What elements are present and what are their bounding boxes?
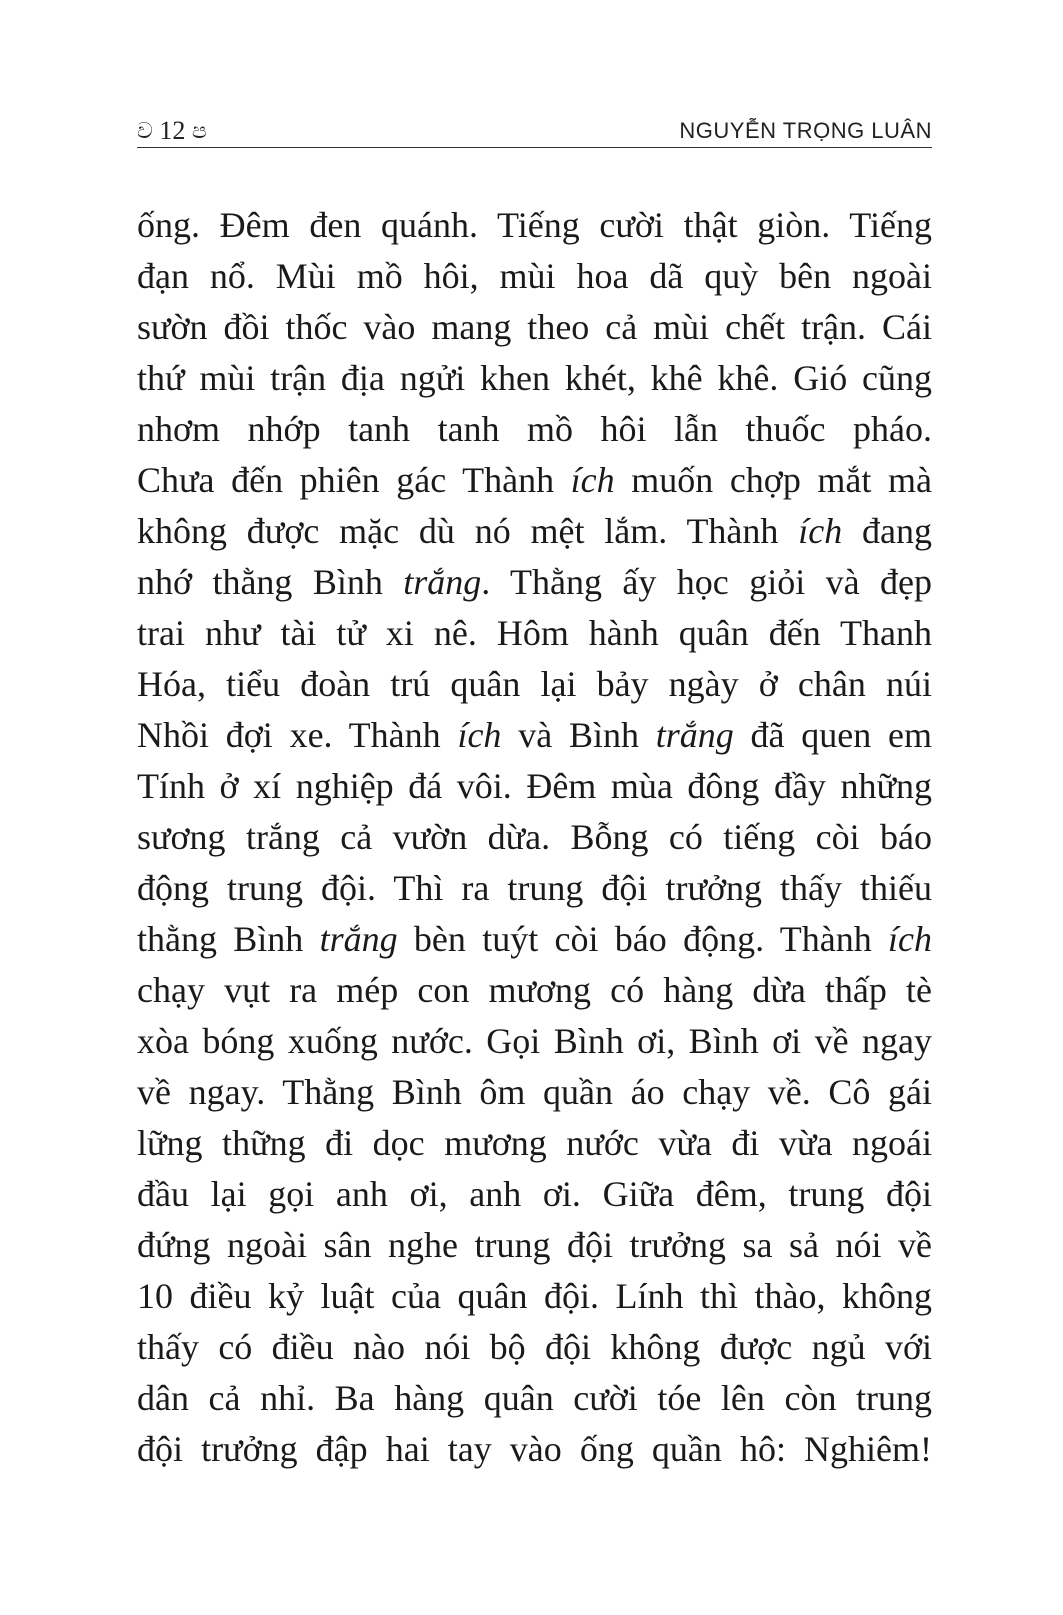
text-line [137, 251, 932, 302]
page-header [137, 112, 932, 148]
author-running-head: NGUYỄN TRỌNG LUÂN [679, 118, 932, 143]
text-segment: thằng Bình [137, 919, 320, 959]
text-segment: trai như tài tử xi nê. Hôm hành quân đến Thanh [137, 613, 932, 653]
text-line [137, 557, 932, 608]
text-line [137, 1373, 932, 1424]
italic-text: ích [457, 715, 502, 755]
text-segment: dân cả nhỉ. Ba hàng quân cười tóe lên còn trung [137, 1378, 932, 1418]
text-line [137, 761, 932, 812]
text-segment: Tính ở xí nghiệp đá vôi. Đêm mùa đông đầy những [137, 766, 932, 806]
text-segment: sườn đồi thốc vào mang theo cả mùi chết trận. Cái [137, 307, 932, 347]
text-segment: thứ mùi trận địa ngửi khen khét, khê khê. Gió cũng [137, 358, 932, 398]
text-segment: về ngay. Thằng Bình ôm quần áo chạy về. Cô gái [137, 1072, 932, 1112]
italic-text: trắng [403, 562, 482, 602]
text-segment: động trung đội. Thì ra trung đội trưởng thấy thiếu [137, 868, 932, 908]
text-segment: đang [842, 511, 932, 551]
text-line [137, 1220, 932, 1271]
text-line [137, 1067, 932, 1118]
text-line [137, 659, 932, 710]
text-segment: đã quen em [733, 715, 933, 755]
italic-text: trắng [655, 715, 734, 755]
text-segment: chạy vụt ra mép con mương có hàng dừa thấp tè [137, 970, 932, 1010]
text-segment: bèn tuýt còi báo động. Thành [397, 919, 889, 959]
text-line [137, 1271, 932, 1322]
text-segment: nhớ thằng Bình [137, 562, 404, 602]
text-segment: ống. Đêm đen quánh. Tiếng cười thật giòn. Tiếng [137, 205, 932, 245]
text-line [137, 914, 932, 965]
text-segment: Hóa, tiểu đoàn trú quân lại bảy ngày ở chân núi [137, 664, 932, 704]
text-segment: muốn chợp mắt mà [614, 460, 932, 500]
text-line [137, 608, 932, 659]
text-segment: Nhồi đợi xe. Thành [137, 715, 458, 755]
body-text [137, 200, 932, 1475]
text-line [137, 1118, 932, 1169]
text-segment: đầu lại gọi anh ơi, anh ơi. Giữa đêm, trung đội [137, 1174, 932, 1214]
text-segment: lững thững đi dọc mương nước vừa đi vừa ngoái [137, 1123, 932, 1163]
text-line [137, 1322, 932, 1373]
text-line [137, 1016, 932, 1067]
italic-text: ích [798, 511, 843, 551]
text-line [137, 455, 932, 506]
text-line [137, 1169, 932, 1220]
text-line [137, 863, 932, 914]
text-segment: đội trưởng đập hai tay vào ống quần hô: Nghiêm! [137, 1429, 932, 1469]
text-segment: thấy có điều nào nói bộ đội không được ngủ với [137, 1327, 932, 1367]
right-ornament-icon: ප [191, 118, 207, 143]
page-number: 12 [159, 116, 186, 145]
text-segment: xòa bóng xuống nước. Gọi Bình ơi, Bình ơi về ngay [137, 1021, 932, 1061]
text-segment: và Bình [501, 715, 656, 755]
text-line [137, 302, 932, 353]
text-segment: đứng ngoài sân nghe trung đội trưởng sa sả nói về [137, 1225, 932, 1265]
text-segment: đạn nổ. Mùi mồ hôi, mùi hoa dã quỳ bên ngoài [137, 256, 932, 296]
text-line [137, 965, 932, 1016]
text-segment: không được mặc dù nó mệt lắm. Thành [137, 511, 799, 551]
text-line [137, 1424, 932, 1475]
text-segment: sương trắng cả vườn dừa. Bỗng có tiếng còi báo [137, 817, 932, 857]
text-segment: . Thằng ấy học giỏi và đẹp [481, 562, 932, 602]
text-line [137, 200, 932, 251]
left-ornament-icon: ව [137, 118, 153, 143]
italic-text: trắng [319, 919, 398, 959]
text-line [137, 506, 932, 557]
italic-text: ích [570, 460, 615, 500]
text-line [137, 353, 932, 404]
text-line [137, 812, 932, 863]
text-line [137, 404, 932, 455]
text-segment: nhơm nhớp tanh tanh mồ hôi lẫn thuốc pháo. [137, 409, 932, 449]
text-segment: 10 điều kỷ luật của quân đội. Lính thì thào, không [137, 1276, 932, 1316]
text-line [137, 710, 932, 761]
page-number-group [137, 118, 207, 144]
text-segment: Chưa đến phiên gác Thành [137, 460, 571, 500]
italic-text: ích [888, 919, 932, 959]
